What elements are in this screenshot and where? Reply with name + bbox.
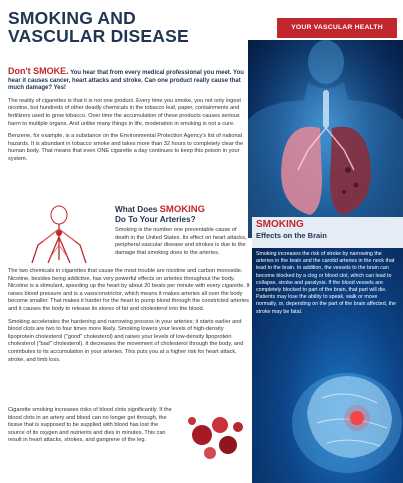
arteries-heading-line2: Do To Your Arteries?	[115, 214, 196, 224]
arteries-heading-line1: What Does	[115, 205, 158, 214]
intro-paragraph: Benzene, for example, is a substance on the Environmental Protection Agency's list of national hazards. It is abundant in tobacco smoke and takes more than 32 hours to completely clear the human body. That means that even ONE cigarette a day continues to keep this poison in your system.	[8, 133, 244, 162]
title-line-2: VASCULAR DISEASE	[8, 26, 189, 46]
title-line-1: SMOKING AND	[8, 8, 136, 28]
arteries-intro-column	[115, 227, 250, 262]
arteries-paragraph: The two chemicals in cigarettes that cause the most trouble are nicotine and carbon monoxide. Nicotine, besides being addictive, has very powerful effects on arteries throughout the body. Nicotine is a stimulant, speeding up the heart by about 20 beats per minute with every cigarette. It raises blood pressure and is a vasoconstrictor, which means it makes arteries all over the body become smaller. That makes it harder for the heart to pump blood through the constricted arteries and it causes the body to release its stores of fat and cholesterol into the blood.	[8, 268, 250, 312]
clots-column	[8, 407, 176, 450]
intro-paragraph: The reality of cigarettes is that it is not one product. Every time you smoke, you not only ingest nicotine, but hundreds of other deadly chemicals in the tobacco leaf, paper, containments and fertilizers used to grow tobacco. Over time the accumulation of these products causes serious harm to multiple organs. And unlike many things in life, moderation in smoking is not a cure.	[8, 97, 241, 127]
lungs-illustration	[248, 40, 403, 238]
arteries-body-column	[8, 268, 250, 369]
brain-section	[252, 248, 403, 483]
arteries-heading	[115, 205, 250, 224]
brain-section-subtitle: Effects on the Brain	[256, 231, 327, 240]
arteries-paragraph: Cigarette smoking increases risks of blood clots significantly. If the blood clots in an artery and blood can no longer get through, the tissue that is supposed to be supplied with blood has lost the source of its oxygen and nutrients and dies in minutes. This can result in heart attacks, strokes, and gangrene of the leg.	[8, 407, 172, 444]
brain-section-title: SMOKING	[256, 219, 304, 230]
intro-column	[8, 68, 248, 169]
section-badge: YOUR VASCULAR HEALTH	[277, 18, 397, 38]
lead-text: You hear that from every medical professional you meet. You hear it causes cancer, heart attacks and stroke. Can one product really cause that much damage? Yes!	[8, 70, 244, 92]
lead-heading: Don't SMOKE.	[8, 66, 69, 76]
arteries-illustration	[8, 205, 110, 265]
blood-clot-illustration	[180, 405, 250, 465]
page-title	[8, 9, 248, 45]
brain-section-header	[252, 217, 403, 248]
arteries-paragraph: Smoking accelerates the hardening and narrowing process in your arteries; it starts earlier and blood clots are two to four times more likely. Smoking lowers your levels of high-density lipoprotein cholesterol ("good" cholesterol) and raises your levels of low-density lipoprotein cholesterol ("bad" cholesterol). It decreases the movement of cholesterol through the body, and contributes to its accumulation in your arteries. This puts you at a higher risk for heart attack, stroke, and limb loss.	[8, 318, 244, 363]
arteries-paragraph: Smoking is the number one preventable cause of death in the United States. Its effect on heart attacks, peripheral vascular disease and strokes is due to the damage that smoking does to the arteries.	[115, 227, 247, 256]
arteries-heading-big: SMOKING	[159, 204, 205, 215]
brain-section-text: Smoking increases the risk of stroke by narrowing the arteries in the brain and the carotid arteries in the neck that lead to the brain. In addition, the vessels to the brain can become blocked by a clog or blood clot, which can lead to collapse, stroke and paralysis. If the blood vessels are completely blocked to part of the brain, that part will die. Patients may lose the ability to speak, walk or move normally, or, depending on the part of the brain affected, the stroke may be fatal.	[256, 251, 396, 315]
